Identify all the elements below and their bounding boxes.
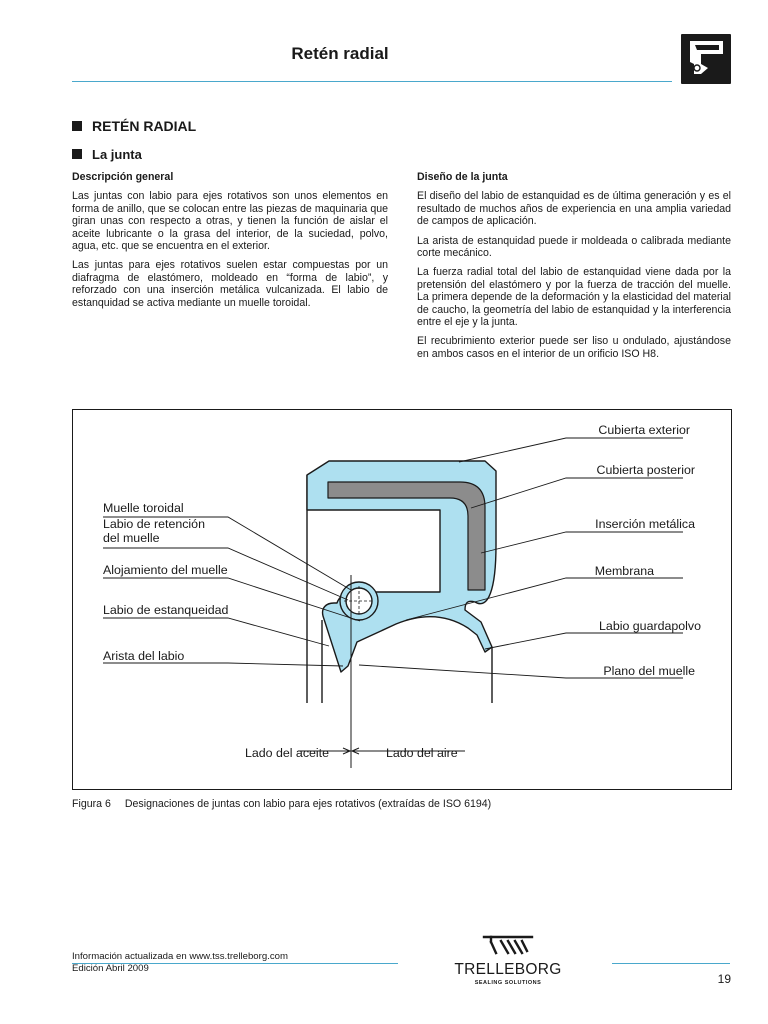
label-membrana: Membrana bbox=[594, 564, 654, 578]
figure-labels-right bbox=[595, 423, 701, 678]
paragraph: Las juntas para ejes rotativos suelen estar compuestas por un diafragma de elastómero, moldeado en “forma de labio”, y reforzado con una inserción metálica vulcanizada. El labio de estanquidad se activa mediante un muelle toroidal. bbox=[72, 259, 388, 309]
figure-caption-text: Designaciones de juntas con labio para ejes rotativos (extraídas de ISO 6194) bbox=[124, 798, 492, 810]
paragraph: La fuerza radial total del labio de estanquidad viene dada por la pretensión del elastómero y por la fuerza de tracción del muelle. La primera depende de la deformación y la elasticidad del material de caucho, la geometría del labio de estanquidad y la interferencia entre el eje y la junta. bbox=[417, 266, 731, 329]
label-lado-aire: Lado del aire bbox=[386, 746, 458, 760]
header-divider bbox=[72, 81, 672, 82]
seal-diagram bbox=[73, 410, 731, 789]
seal-cross-section-icon bbox=[681, 34, 731, 84]
label-labio-guardapolvo: Labio guardapolvo bbox=[599, 619, 701, 633]
label-labio-retencion: Labio de retención bbox=[103, 517, 205, 531]
right-column bbox=[417, 171, 731, 367]
label-lado-aceite: Lado del aceite bbox=[244, 746, 329, 760]
paragraph: El recubrimiento exterior puede ser liso u ondulado, ajustándose en ambos casos en el interior de un orificio ISO H8. bbox=[417, 335, 731, 360]
trelleborg-logo bbox=[452, 934, 564, 986]
paragraph: El diseño del labio de estanquidad es de última generación y es el resultado de muchos años de experiencia en una amplia variedad de campos de aplicación. bbox=[417, 190, 731, 228]
label-alojamiento: Alojamiento del muelle bbox=[103, 563, 228, 577]
paragraph: Las juntas con labio para ejes rotativos son unos elementos en forma de anillo, que se colocan entre las piezas de maquinaria que giran unas con respecto a otras, y tienen la función de aislar el aceite lubricante o la grasa del interior, de la suciedad, polvo, agua, etc. que se encuentra en el exterior. bbox=[72, 190, 388, 253]
label-muelle-toroidal: Muelle toroidal bbox=[103, 501, 184, 515]
figure-number: Figura 6 bbox=[72, 798, 111, 810]
brand-name: TRELLEBORG bbox=[454, 961, 562, 978]
figure-labels-left bbox=[103, 501, 229, 663]
label-labio-retencion: del muelle bbox=[103, 531, 160, 545]
label-cubierta-exterior: Cubierta exterior bbox=[598, 423, 690, 437]
label-insercion-metalica: Inserción metálica bbox=[595, 517, 695, 531]
page-title: Retén radial bbox=[291, 44, 389, 63]
label-arista-labio: Arista del labio bbox=[103, 649, 185, 663]
section-heading: RETÉN RADIAL bbox=[72, 118, 196, 134]
figure-caption bbox=[72, 798, 491, 810]
left-column-heading: Descripción general bbox=[72, 171, 174, 183]
trelleborg-mark-icon bbox=[481, 934, 535, 956]
section-subheading: La junta bbox=[72, 147, 142, 162]
brand-tagline: SEALING SOLUTIONS bbox=[474, 980, 542, 986]
bullet-square-icon bbox=[72, 149, 82, 159]
figure-frame bbox=[72, 409, 732, 790]
left-column bbox=[72, 171, 388, 316]
footer-divider bbox=[72, 963, 398, 964]
label-cubierta-posterior: Cubierta posterior bbox=[596, 463, 695, 477]
bullet-square-icon bbox=[72, 121, 82, 131]
footer-website: Información actualizada en www.tss.trelleborg.com bbox=[72, 951, 288, 962]
right-column-heading: Diseño de la junta bbox=[417, 171, 508, 183]
garter-spring bbox=[340, 582, 378, 620]
label-labio-estanqueidad: Labio de estanqueidad bbox=[103, 603, 229, 617]
footer-divider bbox=[612, 963, 730, 964]
label-plano-muelle: Plano del muelle bbox=[603, 664, 695, 678]
paragraph: La arista de estanquidad puede ir moldeada o calibrada mediante corte mecánico. bbox=[417, 234, 731, 260]
page-number: 19 bbox=[717, 972, 731, 986]
footer-edition: Edición Abril 2009 bbox=[72, 962, 149, 974]
